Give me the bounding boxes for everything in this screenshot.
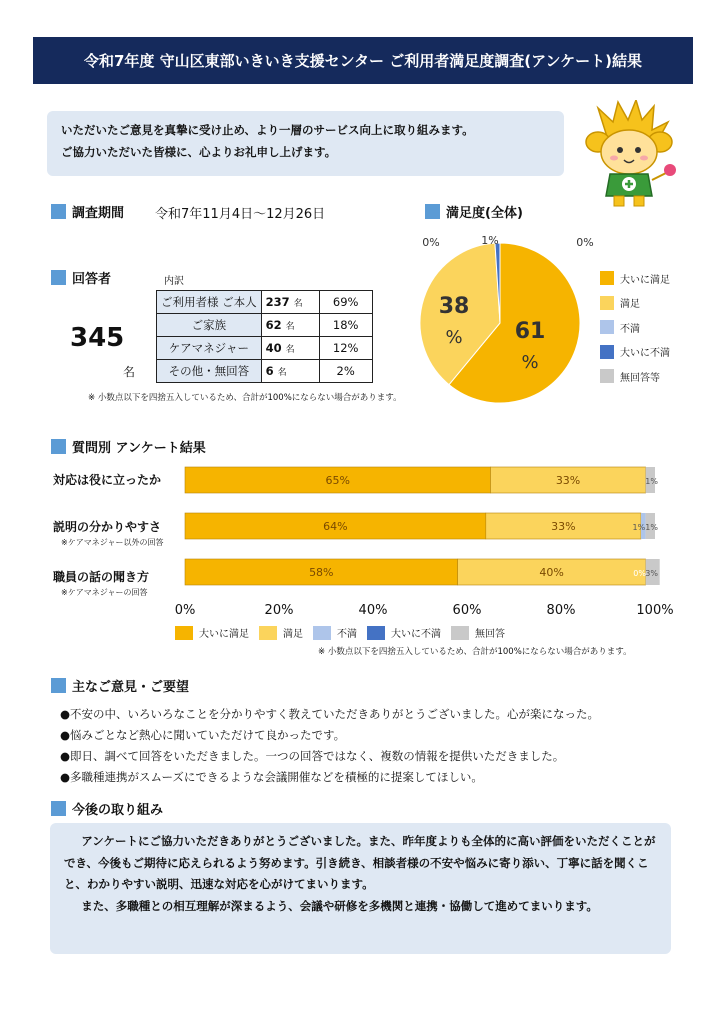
rounding-note: ※ 小数点以下を四捨五入しているため、合計が100%にならない場合があります。: [88, 393, 402, 403]
square-icon: [51, 439, 66, 454]
square-icon: [51, 801, 66, 816]
legend-item: 大いに満足: [175, 625, 249, 640]
legend-item: 不満: [313, 625, 357, 640]
respondents-heading-label: 回答者: [72, 272, 112, 287]
bar-label: 1%: [645, 523, 658, 532]
bar-label: 64%: [323, 520, 348, 533]
question-label: 対応は役に立ったか: [53, 473, 162, 487]
bar-label: 40%: [539, 566, 564, 579]
opinions-list: [60, 704, 599, 788]
row-percent: 12%: [319, 337, 372, 360]
row-label: その他・無回答: [157, 360, 262, 383]
future-paragraph: アンケートにご協力いただきありがとうございました。また、昨年度よりも全体的に高い評価をいただくことができ、今後もご期待に応えられるよう努めます。引き続き、相談者様の不安や悩みに寄り添い、丁寧に話を聞くこと、わかりやすい説明、迅速な対応を心がけてまいります。: [64, 834, 656, 891]
respondents-heading: [51, 268, 111, 287]
bar-label: 3%: [645, 569, 658, 578]
x-tick-label: 0%: [175, 603, 196, 618]
bar-chart-heading: [51, 437, 206, 456]
respondents-total: 345: [70, 323, 125, 353]
legend-swatch: [600, 271, 614, 285]
intro-line: いただいたご意見を真摯に受け止め、より一層のサービス向上に取り組みます。: [61, 123, 474, 137]
future-heading-label: 今後の取り組み: [72, 803, 164, 818]
table-row: [157, 314, 373, 337]
bar-chart-title: 質問別 アンケート結果: [72, 441, 206, 456]
legend-item: 無回答等: [600, 364, 670, 389]
pie-title: 満足度(全体): [446, 206, 523, 221]
table-row: [157, 360, 373, 383]
x-tick-label: 60%: [452, 603, 482, 618]
legend-swatch: [600, 320, 614, 334]
intro-box: [47, 111, 564, 176]
list-item: ●多職種連携がスムーズにできるような会議開催などを積極的に提案してほしい。: [60, 770, 483, 784]
mascot-image: [578, 100, 680, 210]
question-note: ※ケアマネジャー以外の回答: [61, 538, 164, 547]
respondents-table: [156, 290, 373, 383]
row-count: 237 名: [261, 291, 319, 314]
row-count: 40 名: [261, 337, 319, 360]
legend-swatch: [600, 345, 614, 359]
pie-label: 61: [514, 319, 546, 344]
period-heading: [51, 202, 124, 221]
pie-label: 38: [438, 294, 470, 319]
future-box: [50, 823, 671, 954]
x-tick-label: 40%: [358, 603, 388, 618]
list-item: ●不安の中、いろいろなことを分かりやすく教えていただきありがとうございました。心が楽になった。: [60, 707, 600, 721]
bar-label: 0%: [633, 569, 646, 578]
bar-legend: [175, 625, 515, 640]
table-row: [157, 291, 373, 314]
square-icon: [51, 678, 66, 693]
pie-label: 0%: [422, 236, 440, 249]
row-percent: 69%: [319, 291, 372, 314]
row-label: ご家族: [157, 314, 262, 337]
row-percent: 2%: [319, 360, 372, 383]
row-count: 62 名: [261, 314, 319, 337]
question-label: 職員の話の聞き方: [53, 570, 150, 584]
future-heading: [51, 799, 163, 818]
legend-item: 満足: [600, 291, 670, 316]
respondents-total-unit: 名: [123, 365, 136, 379]
square-icon: [51, 270, 66, 285]
bar-label: 33%: [551, 520, 576, 533]
square-icon: [51, 204, 66, 219]
pie-label: %: [445, 327, 463, 348]
row-count: 6 名: [261, 360, 319, 383]
legend-swatch: [600, 296, 614, 310]
future-paragraph: また、多職種との相互理解が深まるよう、会議や研修を多機関と連携・協働して進めてまいります。: [81, 898, 598, 913]
rounding-note: ※ 小数点以下を四捨五入しているため、合計が100%にならない場合があります。: [318, 647, 632, 657]
page-title: 令和7年度 守山区東部いきいき支援センター ご利用者満足度調査(アンケート)結果: [33, 37, 693, 84]
legend-item: 満足: [259, 625, 303, 640]
bar-label: 1%: [645, 477, 658, 486]
bar-label: 65%: [325, 474, 350, 487]
question-bar-chart: [175, 460, 675, 620]
satisfaction-heading: [425, 202, 523, 221]
legend-item: 不満: [600, 315, 670, 340]
breakdown-label: 内訳: [164, 276, 184, 287]
row-percent: 18%: [319, 314, 372, 337]
list-item: ●即日、調べて回答をいただきました。一つの回答ではなく、複数の情報を提供いただきました。: [60, 749, 565, 763]
pie-label: %: [521, 352, 539, 373]
period-value: 令和7年11月4日～12月26日: [155, 207, 326, 222]
square-icon: [425, 204, 440, 219]
table-row: [157, 337, 373, 360]
row-label: ご利用者様 ご本人: [157, 291, 262, 314]
pie-label: 0%: [576, 236, 594, 249]
pie-label: 1%: [481, 234, 499, 247]
legend-item: 大いに満足: [600, 266, 670, 291]
bar-label: 33%: [555, 474, 581, 487]
legend-item: 大いに不満: [600, 340, 670, 365]
question-note: ※ケアマネジャーの回答: [61, 588, 148, 597]
list-item: ●悩みごとなど熱心に聞いていただけて良かったです。: [60, 728, 346, 742]
bar-label: 1%: [632, 523, 646, 532]
bar-label: 58%: [309, 566, 334, 579]
x-tick-label: 100%: [636, 603, 674, 618]
legend-item: 無回答: [451, 625, 505, 640]
legend-item: 大いに不満: [367, 625, 441, 640]
pie-legend: [600, 266, 670, 389]
row-label: ケアマネジャー: [157, 337, 262, 360]
opinions-heading: [51, 676, 189, 695]
satisfaction-pie-chart: [405, 228, 595, 418]
x-tick-label: 80%: [546, 603, 576, 618]
period-heading-label: 調査期間: [72, 206, 125, 221]
question-label: 説明の分かりやすさ: [53, 520, 162, 534]
x-tick-label: 20%: [264, 603, 294, 618]
legend-swatch: [600, 369, 614, 383]
intro-line: ご協力いただいた皆様に、心よりお礼申し上げます。: [61, 145, 337, 159]
opinions-heading-label: 主なご意見・ご要望: [72, 680, 190, 695]
